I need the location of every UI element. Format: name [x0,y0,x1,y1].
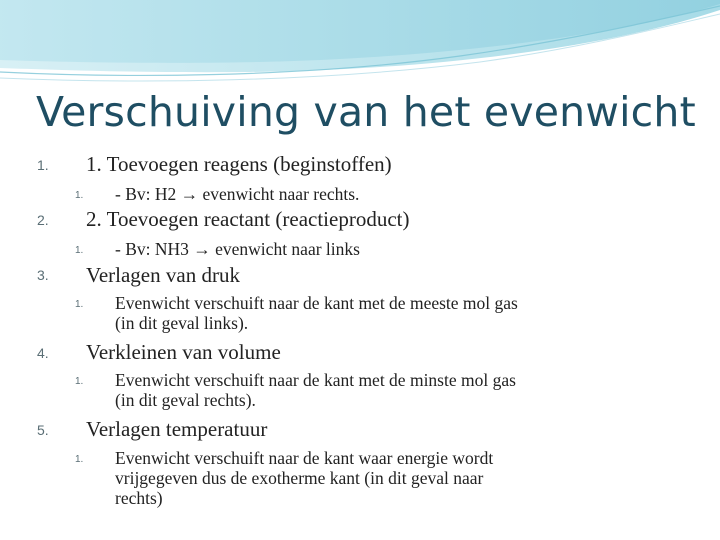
sublist-line: Evenwicht verschuift naar de kant met de minste mol gas [115,370,516,390]
sublist-item-text [115,293,518,333]
sublist-number: 1. [75,376,84,387]
sublist-item-text [115,184,359,204]
sublist-line: (in dit geval rechts). [115,390,256,410]
sublist-item-text [115,370,516,410]
list-number: 4. [37,345,49,361]
sublist-item-text [115,239,360,259]
list-item-text: 1. Toevoegen reagens (beginstoffen) [86,152,392,176]
list-item-text: Verlagen temperatuur [86,417,268,441]
sublist-line: vrijgegeven dus de exotherme kant (in dit geval naar [115,468,484,488]
sublist-number: 1. [75,245,84,256]
sublist-line: - Bv: H2 → evenwicht naar rechts. [115,184,360,204]
sublist-line: (in dit geval links). [115,313,249,333]
list-number: 2. [37,212,49,228]
sublist-number: 1. [75,190,84,201]
sublist-line: rechts) [115,488,163,508]
sublist-number: 1. [75,299,84,310]
list-item-text: Verlagen van druk [86,263,240,287]
list-item-text: 2. Toevoegen reactant (reactieproduct) [86,207,410,231]
list-number: 5. [37,422,49,438]
sublist-line: Evenwicht verschuift naar de kant met de meeste mol gas [115,293,518,313]
list-item-text: Verkleinen van volume [86,340,281,364]
slide-title: Verschuiving van het evenwicht [36,88,696,136]
sublist-item-text [115,448,493,508]
sublist-line: - Bv: NH3 → evenwicht naar links [115,239,360,259]
list-number: 3. [37,267,49,283]
sublist-number: 1. [75,454,84,465]
list-number: 1. [37,157,49,173]
sublist-line: Evenwicht verschuift naar de kant waar energie wordt [115,448,494,468]
